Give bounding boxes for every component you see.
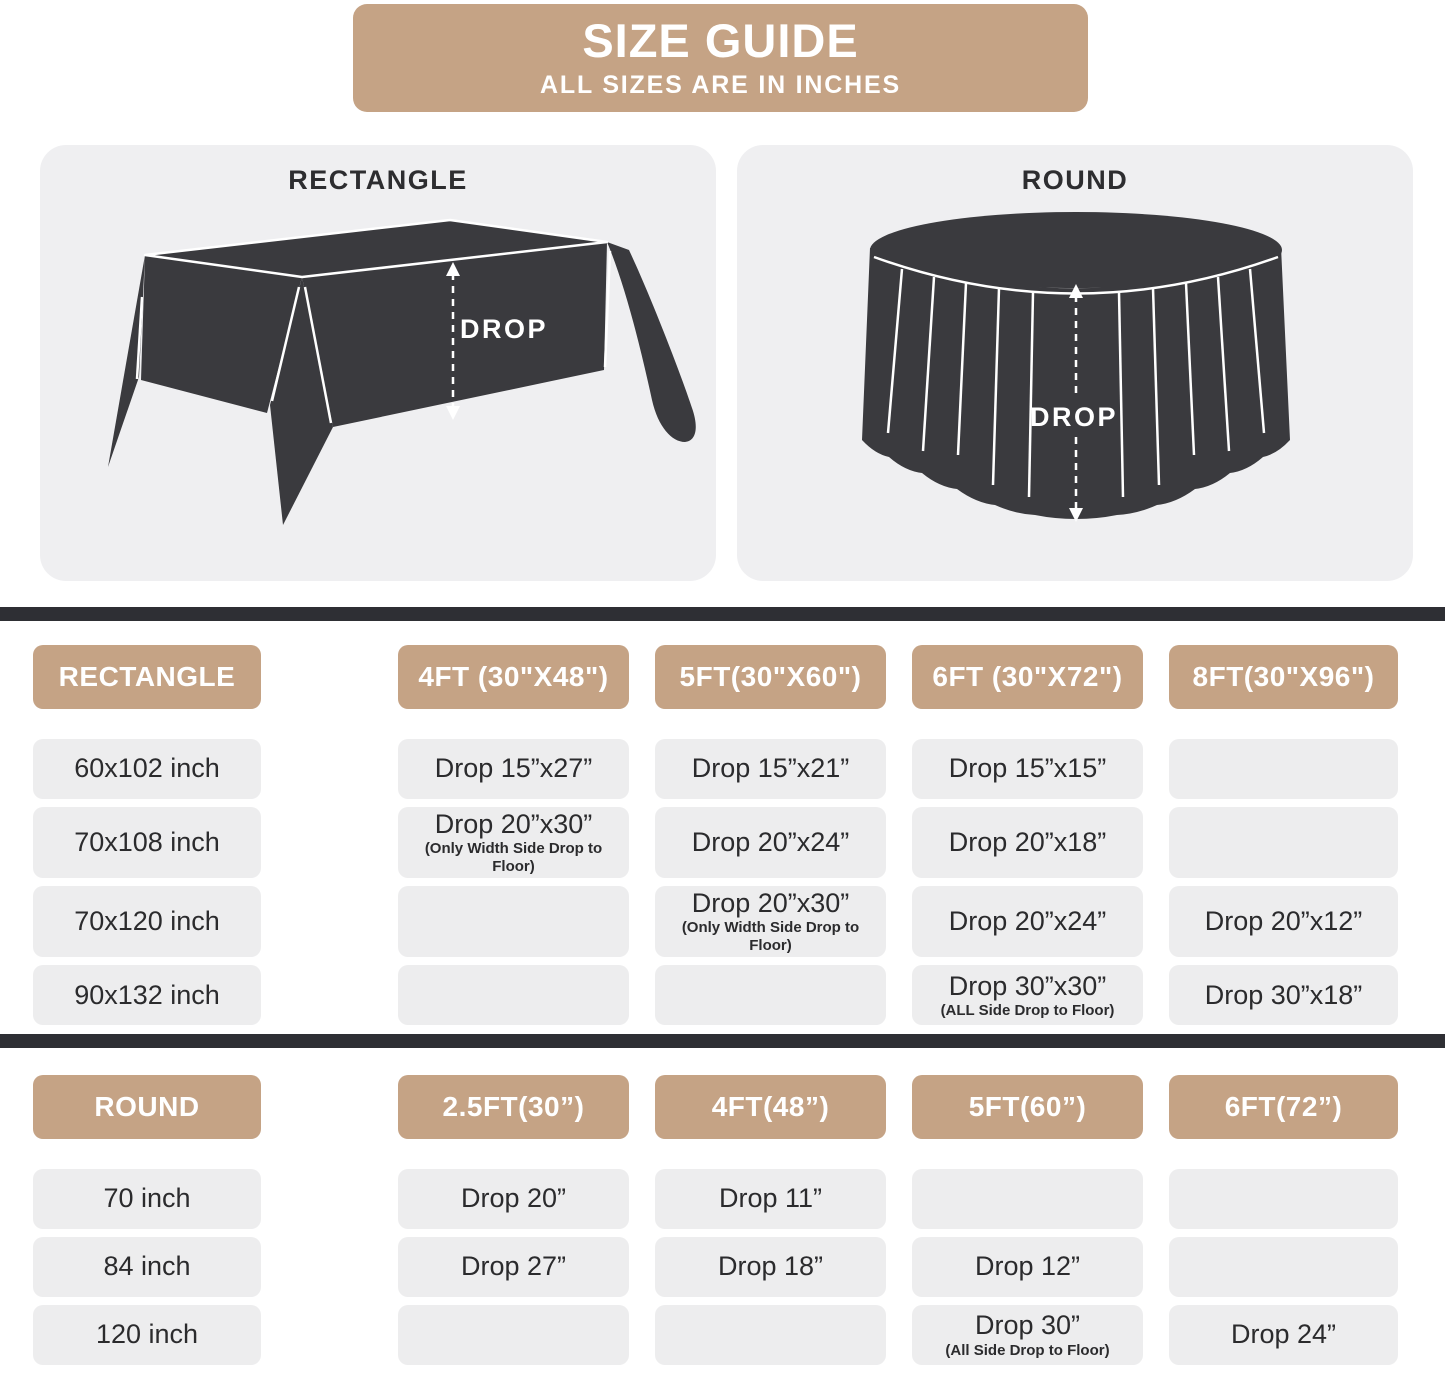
column-spacer — [287, 1237, 372, 1297]
drop-cell — [1169, 807, 1398, 878]
drop-cell: Drop 15”x21” — [655, 739, 886, 799]
table-row — [33, 739, 1405, 799]
drop-cell — [398, 886, 629, 957]
rectangle-illustration-panel — [40, 145, 716, 581]
row-label-cell: 70x120 inch — [33, 886, 261, 957]
drop-cell: Drop 20” — [398, 1169, 629, 1229]
table-row — [33, 965, 1405, 1025]
section-divider — [0, 607, 1445, 621]
row-label-cell: 120 inch — [33, 1305, 261, 1365]
rectangle-tablecloth-illustration — [40, 145, 716, 581]
drop-cell: Drop 30”x30” (ALL Side Drop to Floor) — [912, 965, 1143, 1025]
column-spacer — [287, 1305, 372, 1365]
drop-cell: Drop 20”x30” (Only Width Side Drop to Floor) — [655, 886, 886, 957]
rectangle-tablecloth-shape — [108, 220, 696, 525]
page-subtitle: ALL SIZES ARE IN INCHES — [540, 70, 901, 99]
drop-cell: Drop 30” (All Side Drop to Floor) — [912, 1305, 1143, 1365]
column-spacer — [287, 1169, 372, 1229]
row-label-cell: 84 inch — [33, 1237, 261, 1297]
round-tablecloth-illustration — [737, 145, 1413, 581]
col-header: 2.5FT(30”) — [398, 1075, 629, 1139]
col-header: 5FT(30"X60") — [655, 645, 886, 709]
drop-cell: Drop 15”x15” — [912, 739, 1143, 799]
column-spacer — [287, 965, 372, 1025]
drop-cell: Drop 20”x24” — [655, 807, 886, 878]
col-header: 4FT(48”) — [655, 1075, 886, 1139]
drop-cell: Drop 20”x24” — [912, 886, 1143, 957]
col-header: 6FT (30"X72") — [912, 645, 1143, 709]
drop-cell — [655, 1305, 886, 1365]
drop-cell: Drop 20”x18” — [912, 807, 1143, 878]
column-spacer — [287, 739, 372, 799]
drop-cell: Drop 24” — [1169, 1305, 1398, 1365]
page-title: SIZE GUIDE — [582, 14, 859, 68]
drop-cell — [912, 1169, 1143, 1229]
table-header-row — [33, 645, 1405, 709]
drop-cell: Drop 11” — [655, 1169, 886, 1229]
rectangle-panel-title: RECTANGLE — [288, 165, 468, 195]
table-row — [33, 1237, 1405, 1297]
col-header: 5FT(60”) — [912, 1075, 1143, 1139]
table-row — [33, 1305, 1405, 1365]
drop-cell: Drop 20”x30” (Only Width Side Drop to Floor) — [398, 807, 629, 878]
drop-cell: Drop 15”x27” — [398, 739, 629, 799]
drop-cell: Drop 30”x18” — [1169, 965, 1398, 1025]
row-label-cell: 60x102 inch — [33, 739, 261, 799]
table-row — [33, 886, 1405, 957]
round-size-table — [33, 1075, 1405, 1373]
drop-cell — [1169, 1169, 1398, 1229]
row-label-cell: 90x132 inch — [33, 965, 261, 1025]
drop-cell — [398, 1305, 629, 1365]
section-divider — [0, 1034, 1445, 1048]
table-row — [33, 807, 1405, 878]
drop-cell — [1169, 1237, 1398, 1297]
drop-cell — [398, 965, 629, 1025]
row-label-cell: 70x108 inch — [33, 807, 261, 878]
col-header: 4FT (30"X48") — [398, 645, 629, 709]
drop-cell: Drop 12” — [912, 1237, 1143, 1297]
round-drop-label: DROP — [1029, 402, 1119, 432]
col-header: 8FT(30"X96") — [1169, 645, 1398, 709]
col-header: 6FT(72”) — [1169, 1075, 1398, 1139]
column-spacer — [287, 886, 372, 957]
header-banner — [353, 4, 1088, 112]
rect-table-title-cell: RECTANGLE — [33, 645, 261, 709]
round-illustration-panel — [737, 145, 1413, 581]
column-spacer — [287, 645, 372, 709]
rectangle-drop-label: DROP — [459, 314, 549, 344]
row-label-cell: 70 inch — [33, 1169, 261, 1229]
table-header-row — [33, 1075, 1405, 1139]
drop-cell: Drop 27” — [398, 1237, 629, 1297]
column-spacer — [287, 807, 372, 878]
table-row — [33, 1169, 1405, 1229]
rectangle-size-table — [33, 645, 1405, 1033]
drop-cell — [1169, 739, 1398, 799]
round-table-title-cell: ROUND — [33, 1075, 261, 1139]
round-panel-title: ROUND — [1021, 165, 1129, 195]
column-spacer — [287, 1075, 372, 1139]
drop-cell: Drop 18” — [655, 1237, 886, 1297]
drop-cell — [655, 965, 886, 1025]
drop-cell: Drop 20”x12” — [1169, 886, 1398, 957]
